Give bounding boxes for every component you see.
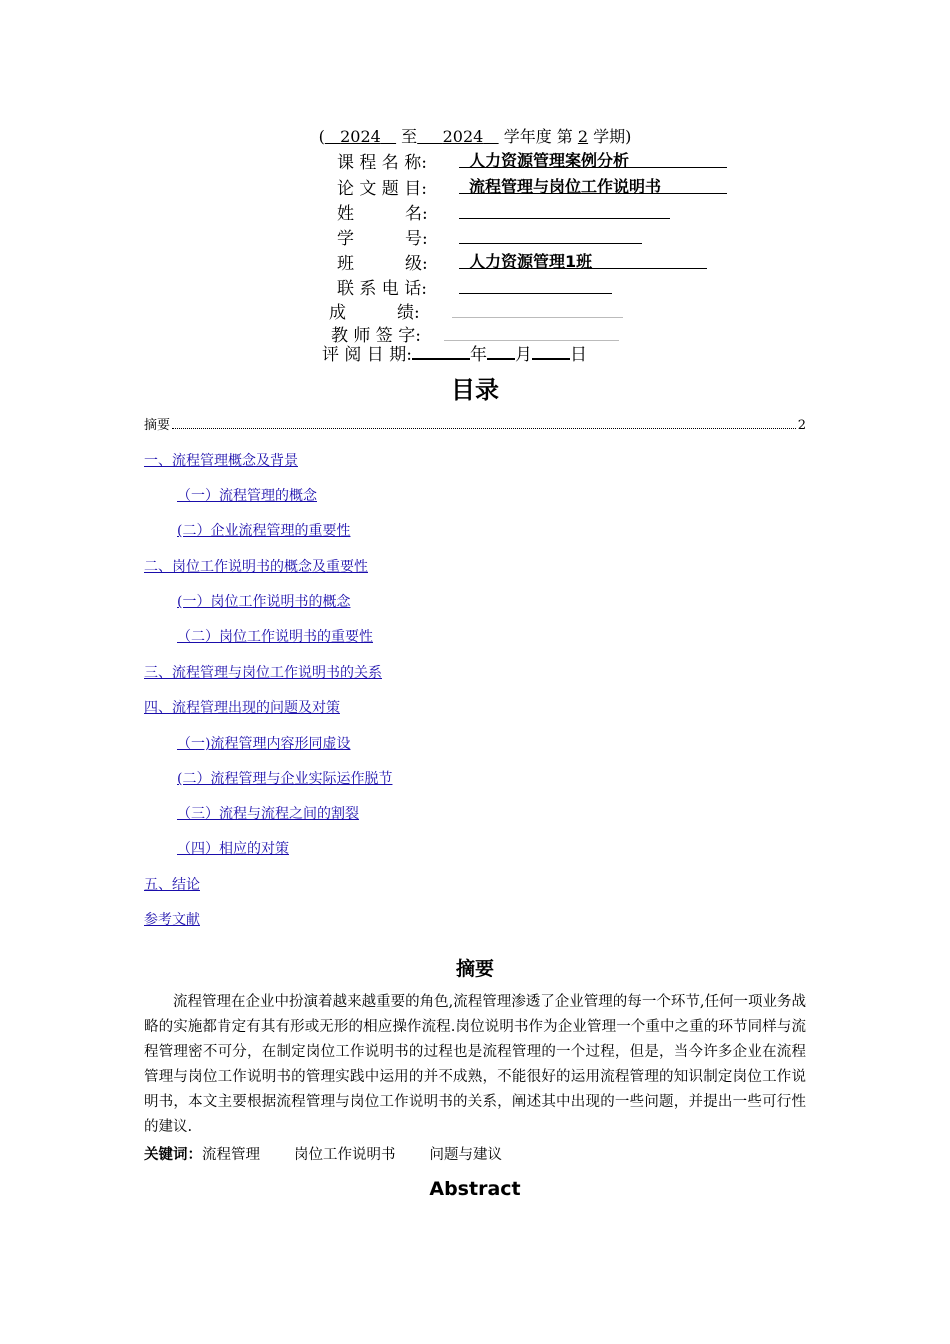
toc-link[interactable]: （一）流程管理的概念 — [177, 488, 317, 504]
toc-dot-leader — [172, 428, 796, 429]
keyword: 流程管理 — [202, 1147, 260, 1163]
field-label: 姓 名: — [337, 204, 428, 224]
toc-link[interactable]: 三、流程管理与岗位工作说明书的关系 — [144, 665, 382, 681]
field-label: 联 系 电 话: — [337, 279, 427, 299]
toc-link[interactable]: 一、流程管理概念及背景 — [144, 453, 298, 469]
month-label: 月 — [514, 345, 532, 365]
term-to: 至 — [401, 127, 418, 146]
toc-link[interactable]: 四、流程管理出现的问题及对策 — [144, 700, 340, 716]
field-value — [459, 274, 612, 294]
field-value — [459, 224, 642, 244]
toc-link[interactable]: （三）流程与流程之间的割裂 — [177, 806, 359, 822]
field-value — [452, 298, 623, 318]
field-label: 教 师 签 字: — [331, 326, 421, 346]
review-date-label: 评 阅 日 期: — [322, 345, 412, 365]
field-label: 班 级: — [337, 254, 428, 274]
toc-link[interactable]: （二）岗位工作说明书的重要性 — [177, 629, 373, 645]
toc-title: 目录 — [451, 376, 499, 404]
keywords-line — [144, 1143, 502, 1164]
field-value: 人力资源管理案例分析 — [459, 148, 727, 168]
toc-link[interactable]: 五、结论 — [144, 877, 200, 893]
toc-entry-abstract[interactable] — [144, 414, 806, 433]
toc-link[interactable]: 参考文献 — [144, 912, 200, 928]
academic-term — [0, 124, 950, 147]
month-blank — [487, 342, 515, 360]
field-label: 成 绩: — [329, 303, 420, 323]
toc-link[interactable]: (二）企业流程管理的重要性 — [177, 523, 351, 539]
field-label: 课 程 名 称: — [337, 153, 427, 173]
toc-entry-label: 摘要 — [144, 418, 171, 433]
toc-link[interactable]: (二）流程管理与企业实际运作脱节 — [177, 771, 393, 787]
abstract-body: 流程管理在企业中扮演着越来越重要的角色,流程管理渗透了企业管理的每一个环节,任何一项业务战略的实施都肯定有其有形或无形的相应操作流程.岗位说明书作为企业管理一个重中之重的环节同样与流程管理密不可分，在制定岗位工作说明书的过程也是流程管理的一个过程，但是，当今许多企业在流程管理与岗位工作说明书的管理实践中运用的并不成熟，不能很好的运用流程管理的知识制定岗位工作说明书，本文主要根据流程管理与岗位工作说明书的关系，阐述其中出现的一些问题，并提出一些可行性的建议. — [144, 994, 806, 1135]
review-date — [322, 340, 587, 365]
field-label: 论 文 题 目: — [337, 179, 427, 199]
toc-page-number: 2 — [797, 418, 806, 433]
toc-link[interactable]: （四）相应的对策 — [177, 841, 289, 857]
term-suffix: 学期) — [593, 127, 632, 146]
toc-link[interactable]: (一）岗位工作说明书的概念 — [177, 594, 351, 610]
term-year-start: 2024 — [340, 127, 381, 146]
day-blank — [532, 342, 570, 360]
term-academic-year: 学年度 第 — [503, 127, 573, 146]
keywords-label: 关键词： — [144, 1147, 202, 1163]
term-open: ( — [318, 127, 325, 146]
english-abstract-title: Abstract — [429, 1178, 521, 1200]
abstract-title: 摘要 — [455, 958, 494, 980]
field-value: 人力资源管理1班 — [459, 249, 707, 269]
term-year-end: 2024 — [442, 127, 484, 146]
toc-link[interactable]: 二、岗位工作说明书的概念及重要性 — [144, 559, 368, 575]
year-blank — [412, 342, 470, 360]
toc-link[interactable]: （一)流程管理内容形同虚设 — [177, 736, 351, 752]
field-value — [444, 321, 619, 341]
field-value: 流程管理与岗位工作说明书 — [459, 174, 727, 194]
term-semester: 2 — [577, 127, 589, 146]
keyword: 岗位工作说明书 — [294, 1147, 396, 1163]
keyword: 问题与建议 — [429, 1147, 502, 1163]
field-label: 学 号: — [337, 229, 428, 249]
year-label: 年 — [469, 345, 487, 365]
field-value — [459, 199, 670, 219]
day-label: 日 — [569, 345, 587, 365]
